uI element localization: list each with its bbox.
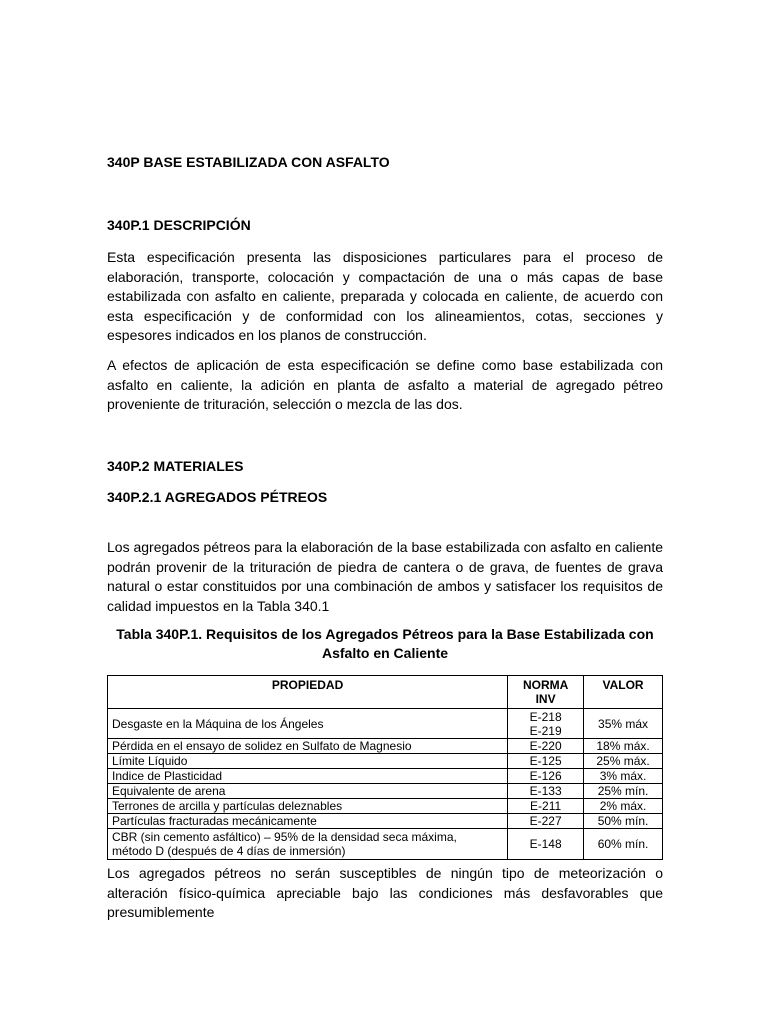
table-row [108, 754, 663, 769]
cell-propiedad: Terrones de arcilla y partículas deleznables [108, 799, 508, 814]
cell-propiedad-line2: método D (después de 4 días de inmersión) [112, 844, 346, 858]
cell-norma: E-227 [508, 814, 584, 829]
cell-norma [508, 709, 584, 739]
header-norma [508, 676, 584, 709]
header-norma-line1: NORMA [522, 678, 569, 692]
heading-descripcion: 340P.1 DESCRIPCIÓN [107, 217, 251, 233]
header-norma-line2: INV [535, 692, 556, 706]
paragraph-meteorizacion: Los agregados pétreos no serán susceptibles de ningún tipo de meteorización o alteración físico-química apreciable bajo las condiciones más desfavorables que presumiblemente [107, 865, 663, 920]
cell-valor: 25% mín. [584, 784, 663, 799]
cell-valor: 50% mín. [584, 814, 663, 829]
cell-norma-line2: E-219 [529, 723, 562, 738]
cell-valor: 18% máx. [584, 739, 663, 754]
cell-valor: 60% mín. [584, 829, 663, 860]
cell-norma: E-133 [508, 784, 584, 799]
cell-norma: E-148 [508, 829, 584, 860]
cell-propiedad: Desgaste en la Máquina de los Ángeles [108, 709, 508, 739]
table-row [108, 814, 663, 829]
cell-propiedad: Indice de Plasticidad [108, 769, 508, 784]
header-propiedad: PROPIEDAD [108, 676, 508, 709]
table-caption [107, 625, 663, 663]
header-valor: VALOR [584, 676, 663, 709]
cell-norma: E-211 [508, 799, 584, 814]
cell-valor: 35% máx [584, 709, 663, 739]
section-title: 340P BASE ESTABILIZADA CON ASFALTO [107, 154, 390, 170]
paragraph-agregados: Los agregados pétreos para la elaboración de la base estabilizada con asfalto en caliente podrán provenir de la trituración de piedra de cantera o de grava, de fuentes de grava natural o estar constituidos por una combinación de ambos y satisfacer los requisitos de calidad impuestos en la Tabla 340.1 [107, 539, 663, 614]
cell-norma: E-220 [508, 739, 584, 754]
cell-propiedad: Partículas fracturadas mecánicamente [108, 814, 508, 829]
heading-materiales: 340P.2 MATERIALES [107, 458, 244, 474]
requirements-table [107, 675, 663, 860]
table-header-row [108, 676, 663, 709]
heading-agregados: 340P.2.1 AGREGADOS PÉTREOS [107, 489, 328, 505]
cell-propiedad: Límite Líquido [108, 754, 508, 769]
table-row [108, 784, 663, 799]
paragraph-descripcion: Esta especificación presenta las disposiciones particulares para el proceso de elaboración, transporte, colocación y compactación de una o más capas de base estabilizada con asfalto en caliente, preparada y colocada en caliente, de acuerdo con esta especificación y de conformidad con los alineamientos, cotas, secciones y espesores indicados en los planos de construcción. [107, 249, 663, 343]
cell-propiedad-line1: CBR (sin cemento asfáltico) – 95% de la densidad seca máxima, [112, 830, 457, 844]
table-caption-line2: Asfalto en Caliente [321, 645, 449, 661]
cell-valor: 2% máx. [584, 799, 663, 814]
table-caption-line1: Tabla 340P.1. Requisitos de los Agregados Pétreos para la Base Estabilizada con [116, 626, 654, 642]
cell-norma-line1: E-218 [529, 709, 562, 724]
table-row [108, 739, 663, 754]
cell-propiedad [108, 829, 508, 860]
table-row [108, 829, 663, 860]
cell-valor: 3% máx. [584, 769, 663, 784]
cell-norma: E-126 [508, 769, 584, 784]
paragraph-definicion: A efectos de aplicación de esta especificación se define como base estabilizada con asfalto en caliente, la adición en planta de asfalto a material de agregado pétreo proveniente de trituración, selección o mezcla de las dos. [107, 357, 663, 412]
cell-propiedad: Equivalente de arena [108, 784, 508, 799]
table-row [108, 799, 663, 814]
cell-propiedad: Pérdida en el ensayo de solidez en Sulfato de Magnesio [108, 739, 508, 754]
cell-norma: E-125 [508, 754, 584, 769]
cell-valor: 25% máx. [584, 754, 663, 769]
table-row [108, 769, 663, 784]
table-row [108, 709, 663, 739]
